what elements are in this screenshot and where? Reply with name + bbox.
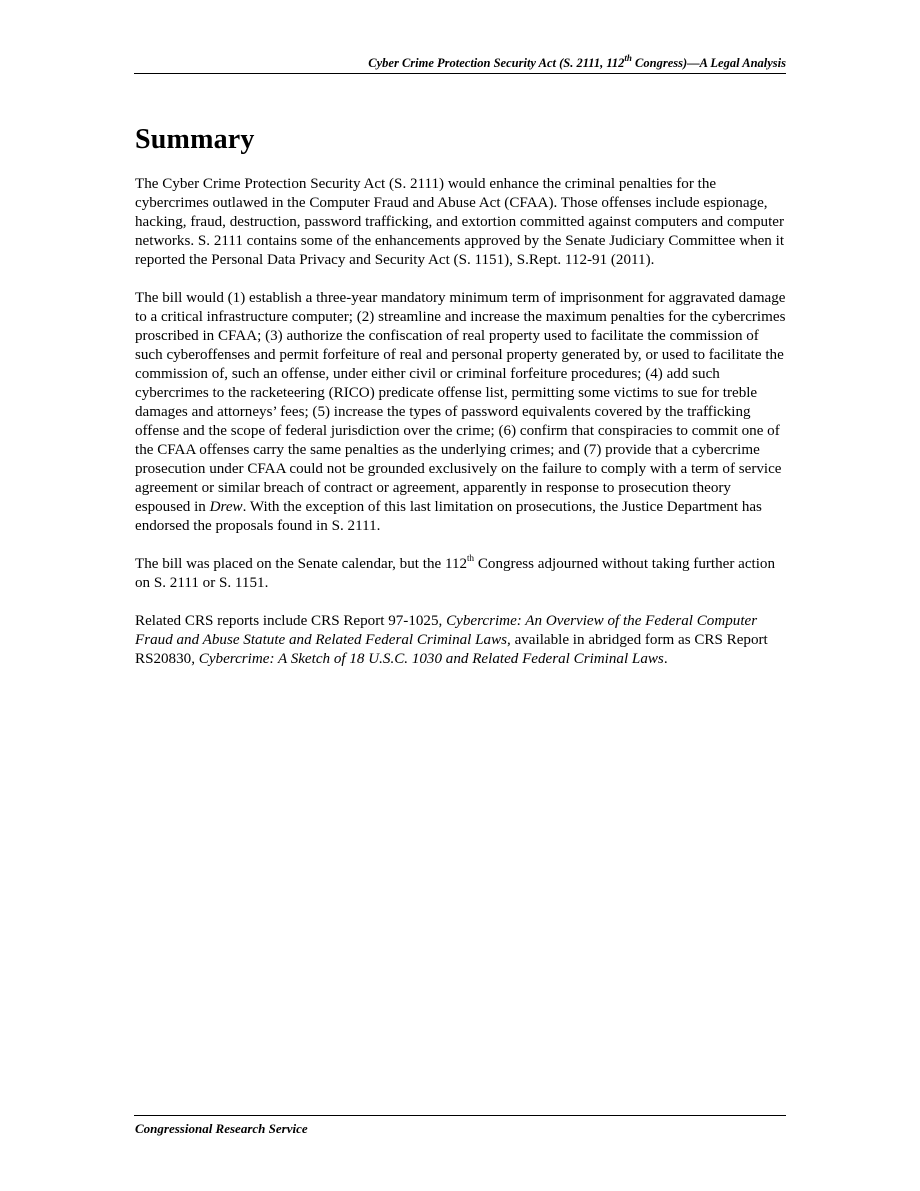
paragraph-4-text-end: . — [663, 651, 668, 667]
paragraph-2-text-end: . With the exception of this last limitation on prosecutions, the Justice Department has endorsed the proposals found in S. 2111. — [135, 499, 762, 534]
paragraph-3-text: The bill was placed on the Senate calendar, but the 112 — [135, 556, 468, 572]
running-header-superscript: th — [624, 52, 632, 63]
header-rule — [134, 73, 786, 74]
paragraph-4 — [135, 612, 787, 669]
paragraph-4-text-mid: , available in abridged form as CRS Report RS20830, — [135, 632, 768, 667]
paragraph-3-superscript: th — [467, 552, 475, 563]
report-title-1: Cybercrime: An Overview of the Federal Computer Fraud and Abuse Statute and Related Federal Criminal Laws — [135, 613, 758, 648]
running-header-text: Cyber Crime Protection Security Act (S. 2111, 112 — [368, 56, 625, 70]
paragraph-2-text: The bill would (1) establish a three-year mandatory minimum term of imprisonment for aggravated damage to a critical infrastructure computer; (2) streamline and increase the maximum penalties for the cybercrimes proscribed in CFAA; (3) authorize the confiscation of real property used to facilitate the commission of such cyberoffenses and permit forfeiture of real and personal property generated by, or used to facilitate the commission of, such an offense, under either civil or criminal forfeiture procedures; (4) add such cybercrimes to the racketeering (RICO) predicate offense list, permitting some victims to sue for treble damages and attorneys’ fees; (5) increase the types of password equivalents covered by the trafficking offense and the scope of federal jurisdiction over the crime; (6) confirm that conspiracies to commit one of the CFAA offenses carry the same penalties as the underlying crimes; and (7) provide that a cybercrime prosecution under CFAA could not be grounded exclusively on the failure to comply with a term of service agreement or similar breach of contract or agreement, apparently in response to prosecution theory espoused in — [135, 290, 786, 515]
paragraph-4-text: Related CRS reports include CRS Report 97-1025, — [135, 613, 447, 629]
footer-org: Congressional Research Service — [135, 1121, 308, 1136]
report-title-2: Cybercrime: A Sketch of 18 U.S.C. 1030 and Related Federal Criminal Laws — [198, 651, 664, 667]
paragraph-1: The Cyber Crime Protection Security Act (S. 2111) would enhance the criminal penalties for the cybercrimes outlawed in the Computer Fraud and Abuse Act (CFAA). Those offenses include espionage, hacking, fraud, destruction, password trafficking, and extortion committed against computers and computer networks. S. 2111 contains some of the enhancements approved by the Senate Judiciary Committee when it reported the Personal Data Privacy and Security Act (S. 1151), S.Rept. 112-91 (2011). — [135, 176, 785, 268]
footer-rule — [134, 1115, 786, 1116]
document-body — [135, 175, 787, 688]
case-name: Drew — [209, 499, 243, 515]
paragraph-3 — [135, 552, 787, 593]
paragraph-3-text-end: Congress adjourned without taking further action on S. 2111 or S. 1151. — [135, 556, 776, 591]
running-header-text-end: Congress)—A Legal Analysis — [631, 56, 786, 70]
page-title: Summary — [135, 124, 255, 155]
paragraph-2 — [135, 289, 787, 536]
running-header — [134, 52, 786, 71]
